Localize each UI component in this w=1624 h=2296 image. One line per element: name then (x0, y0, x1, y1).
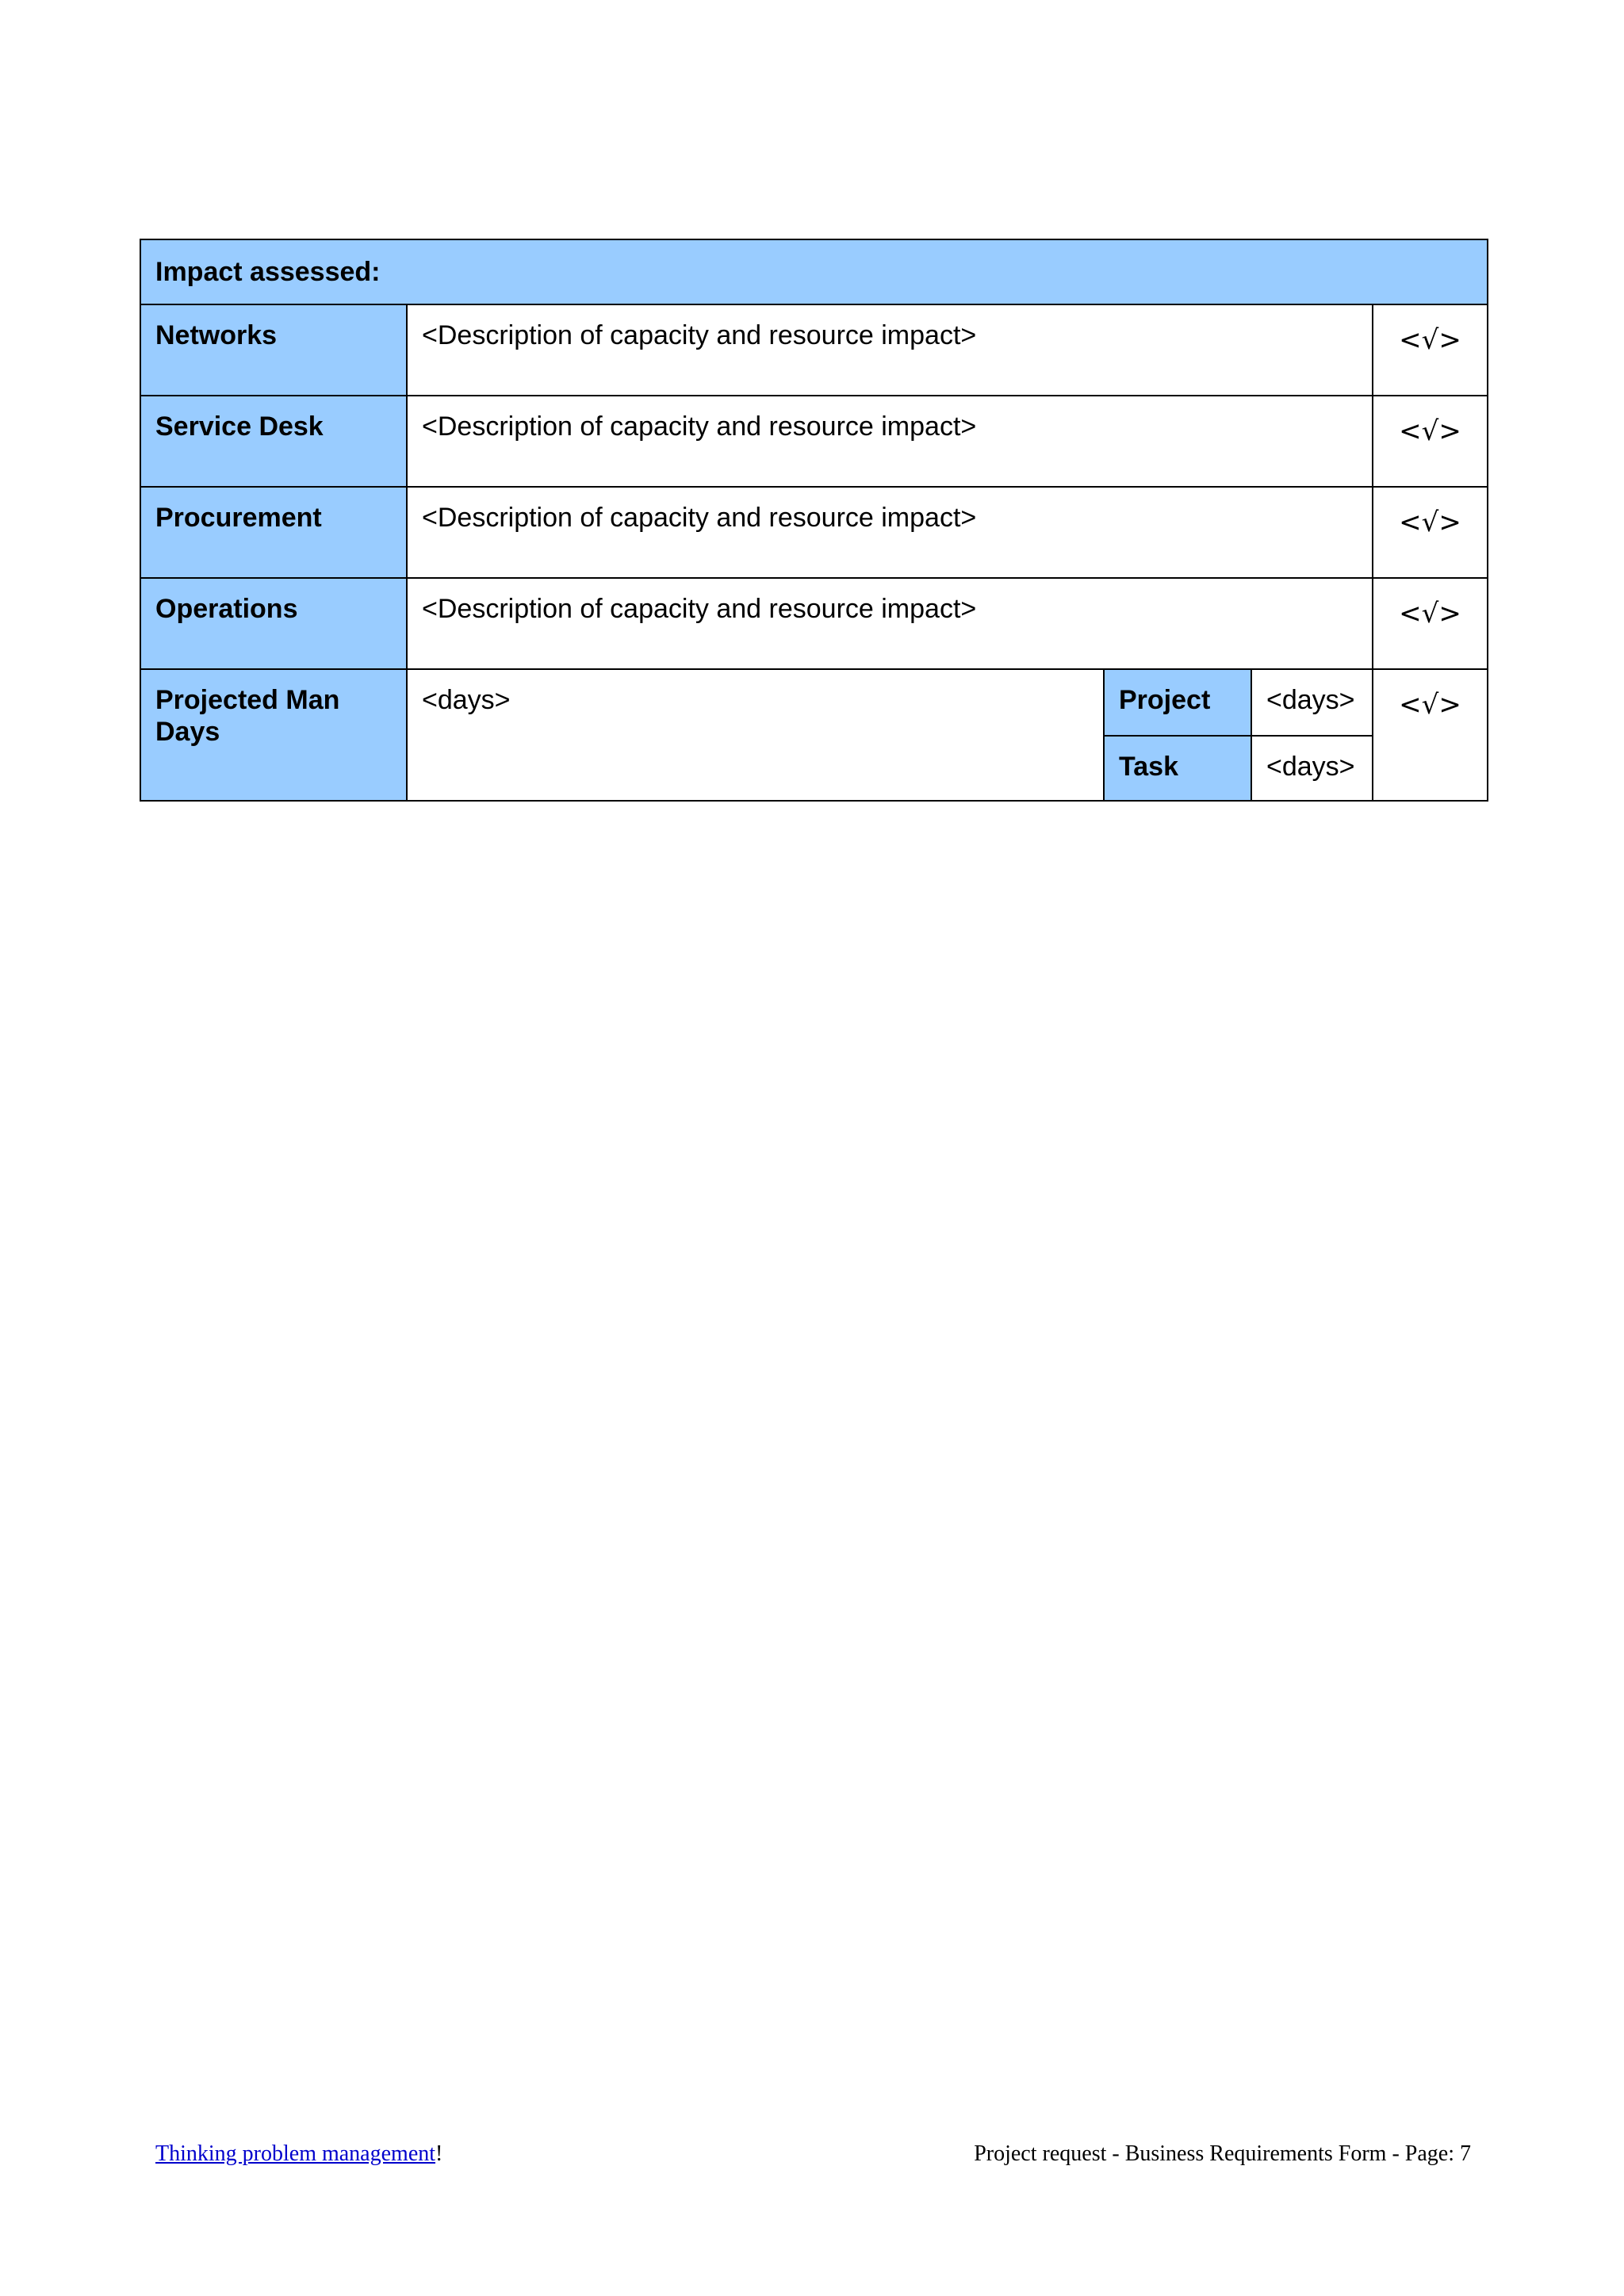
table-header-row (140, 239, 1488, 304)
project-days-field[interactable]: <days> (1251, 669, 1373, 736)
check-mark-cell[interactable]: <√> (1373, 304, 1488, 396)
table-row-operations (140, 578, 1488, 669)
impact-assessment-table (140, 239, 1488, 802)
task-days-field[interactable]: <days> (1251, 736, 1373, 801)
task-label: Task (1104, 736, 1251, 801)
row-label: Procurement (140, 487, 407, 578)
impact-description-field[interactable]: <Description of capacity and resource impact> (407, 487, 1373, 578)
footer-left (155, 2141, 442, 2168)
check-mark-cell[interactable]: <√> (1373, 669, 1488, 801)
impact-description-field[interactable]: <Description of capacity and resource impact> (407, 578, 1373, 669)
row-label: Projected Man Days (140, 669, 407, 801)
footer-link-suffix: ! (435, 2141, 443, 2166)
row-label: Networks (140, 304, 407, 396)
check-mark-cell[interactable]: <√> (1373, 578, 1488, 669)
man-days-value-field[interactable]: <days> (407, 669, 1104, 801)
check-mark-cell[interactable]: <√> (1373, 396, 1488, 487)
project-label: Project (1104, 669, 1251, 736)
impact-description-field[interactable]: <Description of capacity and resource impact> (407, 304, 1373, 396)
table-row-service-desk (140, 396, 1488, 487)
thinking-problem-management-link[interactable]: Thinking problem management (155, 2141, 436, 2166)
table-row-networks (140, 304, 1488, 396)
row-label: Operations (140, 578, 407, 669)
impact-assessed-header: Impact assessed: (140, 239, 1488, 304)
impact-description-field[interactable]: <Description of capacity and resource impact> (407, 396, 1373, 487)
row-label: Service Desk (140, 396, 407, 487)
table-row-man-days (140, 669, 1488, 736)
check-mark-cell[interactable]: <√> (1373, 487, 1488, 578)
footer-page-info: Project request - Business Requirements Form - Page: 7 (974, 2141, 1471, 2166)
table-row-procurement (140, 487, 1488, 578)
